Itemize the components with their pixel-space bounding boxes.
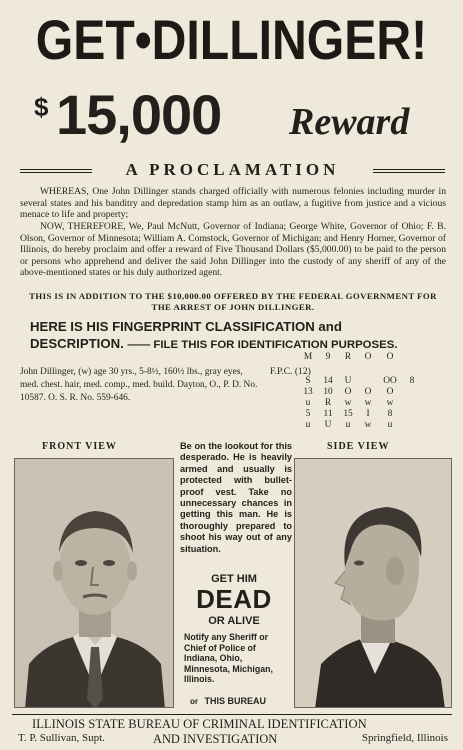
fpc-cell: u <box>345 420 351 430</box>
fpc-cell: S <box>305 376 311 386</box>
fpc-cell: w <box>344 398 352 408</box>
fpc-cell: O <box>386 352 394 362</box>
fpc-cell: u <box>387 420 393 430</box>
fpc-cell: OO <box>383 376 397 386</box>
fpc-cell: 15 <box>343 409 353 419</box>
fpc-cell: M <box>303 352 313 362</box>
fpc-cell: O <box>386 387 394 397</box>
or-word: or <box>190 697 198 706</box>
fpc-cell: u <box>305 420 311 430</box>
fpc-cell: O <box>344 387 352 397</box>
proclamation-rule-left <box>20 169 92 173</box>
proclamation-rule-right <box>373 169 445 173</box>
proclamation-title: A PROCLAMATION <box>125 160 340 179</box>
footer-superintendent: T. P. Sullivan, Supt. <box>18 732 105 744</box>
footer-location: Springfield, Illinois <box>361 732 448 744</box>
fpc-cell: 11 <box>323 409 333 419</box>
side-view-label: SIDE VIEW <box>327 441 390 452</box>
fpc-cell: 9 <box>325 352 331 362</box>
reward-amount: 15,000 <box>56 83 222 146</box>
whereas-paragraph: WHEREAS, One John Dillinger stands charged officially with numerous felonies including murder in several states and his banditry and depredation stamp him as an outlaw, a fugitive from justice and a vicious menace to life and property; <box>20 186 446 221</box>
fpc-cell: R <box>324 398 332 408</box>
front-portrait-image <box>15 459 174 708</box>
fpc-cell: w <box>364 398 372 408</box>
fpc-cell: w <box>364 420 372 430</box>
fpc-row <box>298 376 438 387</box>
footer-info-line <box>18 732 448 746</box>
footer-rule <box>12 714 452 715</box>
or-this-bureau <box>190 696 290 706</box>
notify-text: Notify any Sheriff or Chief of Police of Indiana, Ohio, Minnesota, Michigan, Illinois. <box>184 632 273 685</box>
fingerprint-heading-line1: HERE IS HIS FINGERPRINT CLASSIFICATION and <box>30 319 342 334</box>
physical-description: John Dillinger, (w) age 30 yrs., 5-8½, 160½ lbs., gray eyes, med. chest. hair, med. comp., med. build. Dayton, O., P. D. No. 10587. O. S. R. No. 559-646. <box>20 367 258 403</box>
fpc-cell: U <box>324 420 332 430</box>
fpc-cell: 13 <box>303 387 313 397</box>
fpc-row <box>298 420 438 431</box>
reward-word: Reward <box>289 101 410 143</box>
fpc-cell: R <box>344 352 352 362</box>
fpc-cell: O <box>364 352 372 362</box>
fpc-row <box>298 409 438 420</box>
warning-text: Be on the lookout for this desperado. He is heavily armed and usually is protected with bullet-proof vest. Take no unnecessary chances in getting this man. He is thoroughly prepared to shoot his way out of any situation. <box>180 441 292 554</box>
front-view-label: FRONT VIEW <box>42 441 117 452</box>
fpc-row <box>298 352 438 363</box>
get-him-text: GET HIM <box>211 573 257 585</box>
side-portrait-image <box>295 459 452 708</box>
fpc-cell: O <box>364 387 372 397</box>
footer-investigation: AND INVESTIGATION <box>153 732 278 746</box>
proclamation-banner <box>20 160 445 182</box>
reward-dollar-sign: $ <box>34 92 49 122</box>
fpc-cell: I <box>366 409 370 419</box>
this-bureau-word: THIS BUREAU <box>204 696 267 706</box>
fpc-row <box>298 387 438 398</box>
fpc-cell: 8 <box>387 409 393 419</box>
or-alive-text: OR ALIVE <box>208 615 260 627</box>
fpc-cell: 5 <box>305 409 311 419</box>
reward-line <box>34 83 454 148</box>
side-view-photo <box>294 458 452 708</box>
front-view-photo <box>14 458 174 708</box>
fingerprint-heading <box>30 318 440 354</box>
dead-text: DEAD <box>196 584 272 614</box>
fpc-cell: U <box>344 376 352 386</box>
now-therefore-paragraph: NOW, THEREFORE, We, Paul McNutt, Governor of Indiana; George White, Governor of Ohio; F. B. Olson, Governor of Minnesota; William A. Comstock, Governor of Michigan; and Henry Horner, Governor of Illinois, do hereby proclaim and offer a reward of Five Thousand Dollars ($5,000.00) to be paid to the person or persons who apprehend and deliver the said John Dillinger into the custody of any sheriff of any of the above-mentioned states or his duly authorized agent. <box>20 221 446 279</box>
footer-bureau-name: ILLINOIS STATE BUREAU OF CRIMINAL IDENTIFICATION <box>32 717 367 731</box>
fpc-row <box>298 398 438 409</box>
fpc-cell: w <box>386 398 394 408</box>
fpc-cell: u <box>305 398 311 408</box>
description-word: DESCRIPTION. <box>30 336 124 351</box>
fpc-cell: 14 <box>323 376 333 386</box>
headline: GET•DILLINGER! <box>35 8 428 71</box>
file-this-note: —— FILE THIS FOR IDENTIFICATION PURPOSES. <box>127 339 398 351</box>
fpc-label: F.P.C. (12) <box>270 366 311 377</box>
fpc-cell: 10 <box>323 387 333 397</box>
addition-notice: THIS IS IN ADDITION TO THE $10,000.00 OFFERED BY THE FEDERAL GOVERNMENT FOR THE ARREST OF JOHN DILLINGER. <box>29 291 437 312</box>
fpc-cell: 8 <box>409 376 415 386</box>
